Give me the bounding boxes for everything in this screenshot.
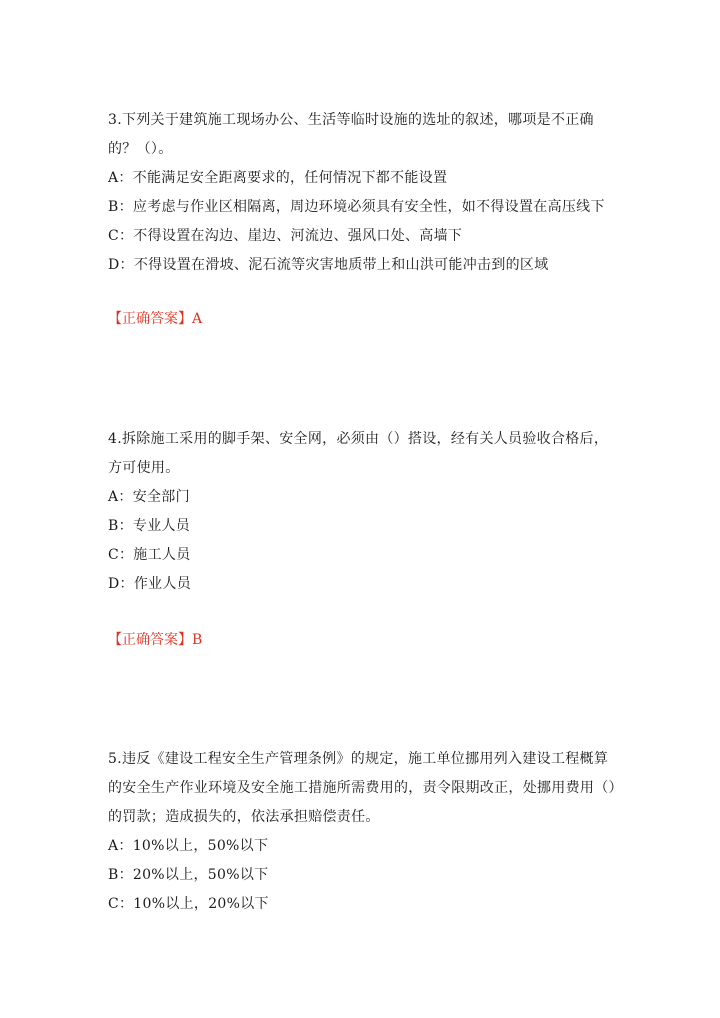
question-5 — [108, 745, 618, 919]
answer-label: 【正确答案】 — [108, 632, 192, 648]
option-b: B：专业人员 — [108, 518, 191, 534]
option-b: B：20%以上，50%以下 — [108, 867, 269, 883]
answer-value: A — [192, 311, 203, 327]
option-c: C：10%以上，20%以下 — [108, 896, 269, 912]
option-b: B：应考虑与作业区相隔离，周边环境必须具有安全性，如不得设置在高压线下 — [108, 199, 605, 215]
option-c: C：不得设置在沟边、崖边、河流边、强风口处、高墙下 — [108, 228, 463, 244]
question-stem: 5.违反《建设工程安全生产管理条例》的规定，施工单位挪用列入建设工程概算的安全生产作业环境及安全施工措施所需费用的，责令限期改正，处挪用费用（）的罚款；造成损失的，依法承担赔偿责任。 — [108, 751, 616, 825]
question-stem: 3.下列关于建筑施工现场办公、生活等临时设施的选址的叙述，哪项是不正确的？（）。 — [108, 112, 594, 157]
correct-answer — [108, 630, 202, 650]
option-d: D：不得设置在滑坡、泥石流等灾害地质带上和山洪可能冲击到的区域 — [108, 257, 549, 273]
option-c: C：施工人员 — [108, 547, 191, 563]
option-a: A：安全部门 — [108, 489, 190, 505]
answer-label: 【正确答案】 — [108, 311, 192, 327]
option-a: A：不能满足安全距离要求的，任何情况下都不能设置 — [108, 170, 448, 186]
correct-answer — [108, 309, 202, 329]
question-3 — [108, 106, 618, 280]
question-4 — [108, 425, 618, 599]
question-stem: 4.拆除施工采用的脚手架、安全网，必须由（）搭设，经有关人员验收合格后，方可使用。 — [108, 431, 609, 476]
option-d: D：作业人员 — [108, 576, 192, 592]
answer-value: B — [192, 632, 203, 648]
option-a: A：10%以上，50%以下 — [108, 838, 269, 854]
